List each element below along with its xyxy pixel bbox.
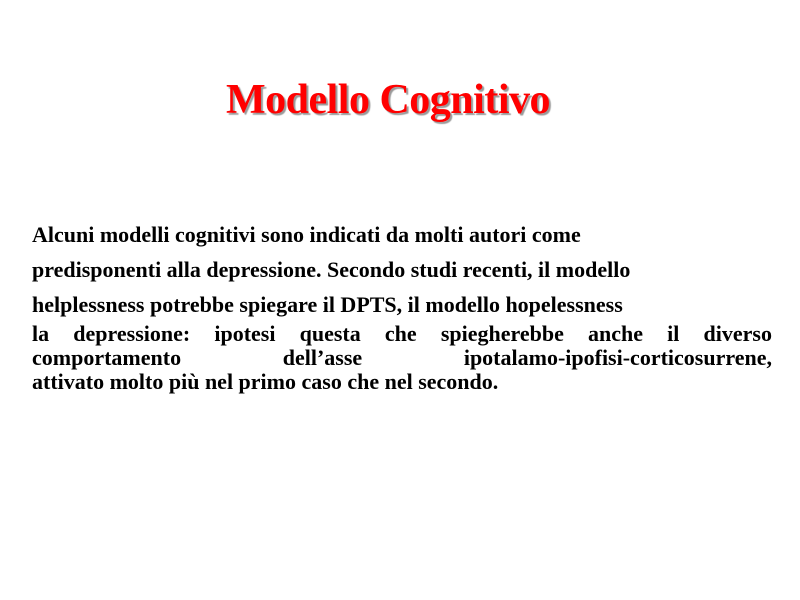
paragraph-line: predisponenti alla depressione. Secondo studi recenti, il modello: [32, 257, 631, 282]
paragraph-line: Alcuni modelli cognitivi sono indicati da molti autori come: [32, 222, 581, 247]
paragraph-intro: [32, 217, 772, 322]
slide-title: Modello Cognitivo: [226, 77, 550, 123]
paragraph-line: comportamento dell’asse ipotalamo-ipofisi-corticosurrene,: [32, 345, 772, 370]
paragraph-line: la depressione: ipotesi questa che spiegherebbe anche il diverso: [32, 321, 772, 346]
paragraph-line: helplessness potrebbe spiegare il DPTS, il modello hopelessness: [32, 292, 623, 317]
paragraph-line: attivato molto più nel primo caso che nel secondo.: [32, 369, 499, 394]
paragraph-justified: [32, 322, 772, 394]
